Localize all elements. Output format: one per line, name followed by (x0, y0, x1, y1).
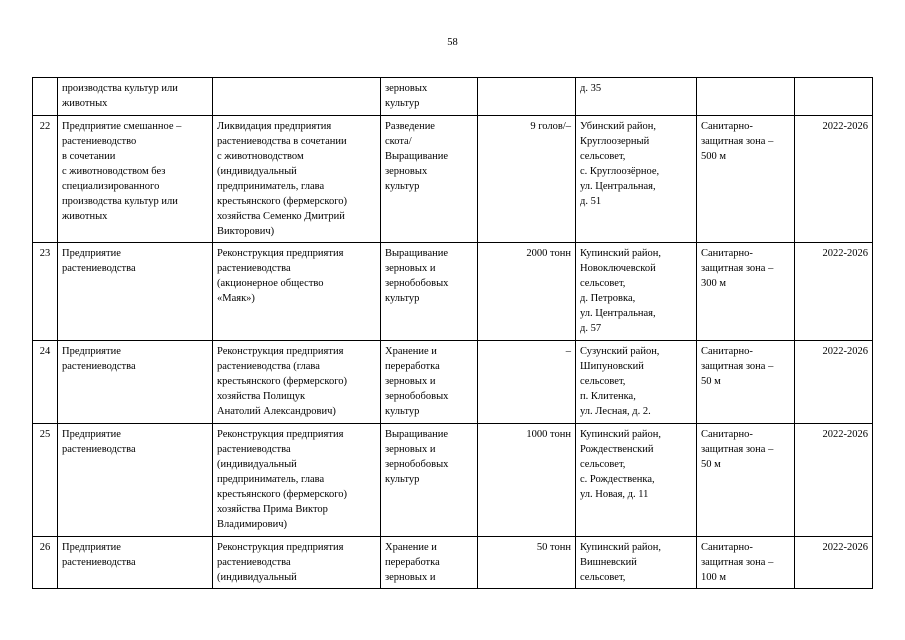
table-row (33, 116, 873, 243)
project-description-cell: Ликвидация предприятия растениеводства в сочетании с животноводством (индивидуальный предприниматель, глава крестьянского (фермерского) хозяйства Семенко Дмитрий Викторович) (213, 116, 381, 243)
location-cell: Убинский район, Круглоозерный сельсовет, с. Круглоозёрное, ул. Центральная, д. 51 (576, 116, 697, 243)
row-number-cell (33, 78, 58, 116)
location-cell: Купинский район, Рождественский сельсовет, с. Рождественка, ул. Новая, д. 11 (576, 424, 697, 537)
capacity-cell: 1000 тонн (478, 424, 576, 537)
activity-cell: Хранение и переработка зерновых и (381, 537, 478, 589)
table-row (33, 341, 873, 424)
period-cell: 2022-2026 (795, 116, 873, 243)
enterprise-name-cell: производства культур или животных (58, 78, 213, 116)
activity-cell: Разведение скота/ Выращивание зерновых культур (381, 116, 478, 243)
location-cell: Купинский район, Вишневский сельсовет, (576, 537, 697, 589)
project-description-cell: Реконструкция предприятия растениеводства (индивидуальный предприниматель, глава крестьянского (фермерского) хозяйства Прима Виктор Владимирович) (213, 424, 381, 537)
project-description-cell: Реконструкция предприятия растениеводства (индивидуальный (213, 537, 381, 589)
sanitary-zone-cell: Санитарно- защитная зона – 50 м (697, 341, 795, 424)
period-cell (795, 78, 873, 116)
period-cell: 2022-2026 (795, 537, 873, 589)
table-row (33, 424, 873, 537)
enterprise-name-cell: Предприятие растениеводства (58, 341, 213, 424)
row-number-cell: 24 (33, 341, 58, 424)
row-number-cell: 25 (33, 424, 58, 537)
activity-cell: Выращивание зерновых и зернобобовых культур (381, 243, 478, 341)
capacity-cell: 2000 тонн (478, 243, 576, 341)
table-row (33, 537, 873, 589)
table-row (33, 243, 873, 341)
location-cell: д. 35 (576, 78, 697, 116)
activity-cell: Хранение и переработка зерновых и зернобобовых культур (381, 341, 478, 424)
sanitary-zone-cell: Санитарно- защитная зона – 500 м (697, 116, 795, 243)
capacity-cell: 9 голов/– (478, 116, 576, 243)
location-cell: Купинский район, Новоключевской сельсовет, д. Петровка, ул. Центральная, д. 57 (576, 243, 697, 341)
sanitary-zone-cell (697, 78, 795, 116)
capacity-cell: – (478, 341, 576, 424)
enterprise-name-cell: Предприятие смешанное – растениеводство в сочетании с животноводством без специализированного производства культур или животных (58, 116, 213, 243)
enterprise-name-cell: Предприятие растениеводства (58, 424, 213, 537)
project-description-cell (213, 78, 381, 116)
period-cell: 2022-2026 (795, 424, 873, 537)
objects-table (32, 77, 873, 589)
project-description-cell: Реконструкция предприятия растениеводства (глава крестьянского (фермерского) хозяйства Полищук Анатолий Александрович) (213, 341, 381, 424)
capacity-cell: 50 тонн (478, 537, 576, 589)
location-cell: Сузунский район, Шипуновский сельсовет, п. Клитенка, ул. Лесная, д. 2. (576, 341, 697, 424)
sanitary-zone-cell: Санитарно- защитная зона – 300 м (697, 243, 795, 341)
row-number-cell: 26 (33, 537, 58, 589)
enterprise-name-cell: Предприятие растениеводства (58, 243, 213, 341)
row-number-cell: 22 (33, 116, 58, 243)
page-number: 58 (447, 37, 458, 48)
row-number-cell: 23 (33, 243, 58, 341)
enterprise-name-cell: Предприятие растениеводства (58, 537, 213, 589)
project-description-cell: Реконструкция предприятия растениеводства (акционерное общество «Маяк») (213, 243, 381, 341)
activity-cell: Выращивание зерновых и зернобобовых культур (381, 424, 478, 537)
sanitary-zone-cell: Санитарно- защитная зона – 100 м (697, 537, 795, 589)
period-cell: 2022-2026 (795, 341, 873, 424)
table-row (33, 78, 873, 116)
capacity-cell (478, 78, 576, 116)
sanitary-zone-cell: Санитарно- защитная зона – 50 м (697, 424, 795, 537)
activity-cell: зерновых культур (381, 78, 478, 116)
period-cell: 2022-2026 (795, 243, 873, 341)
